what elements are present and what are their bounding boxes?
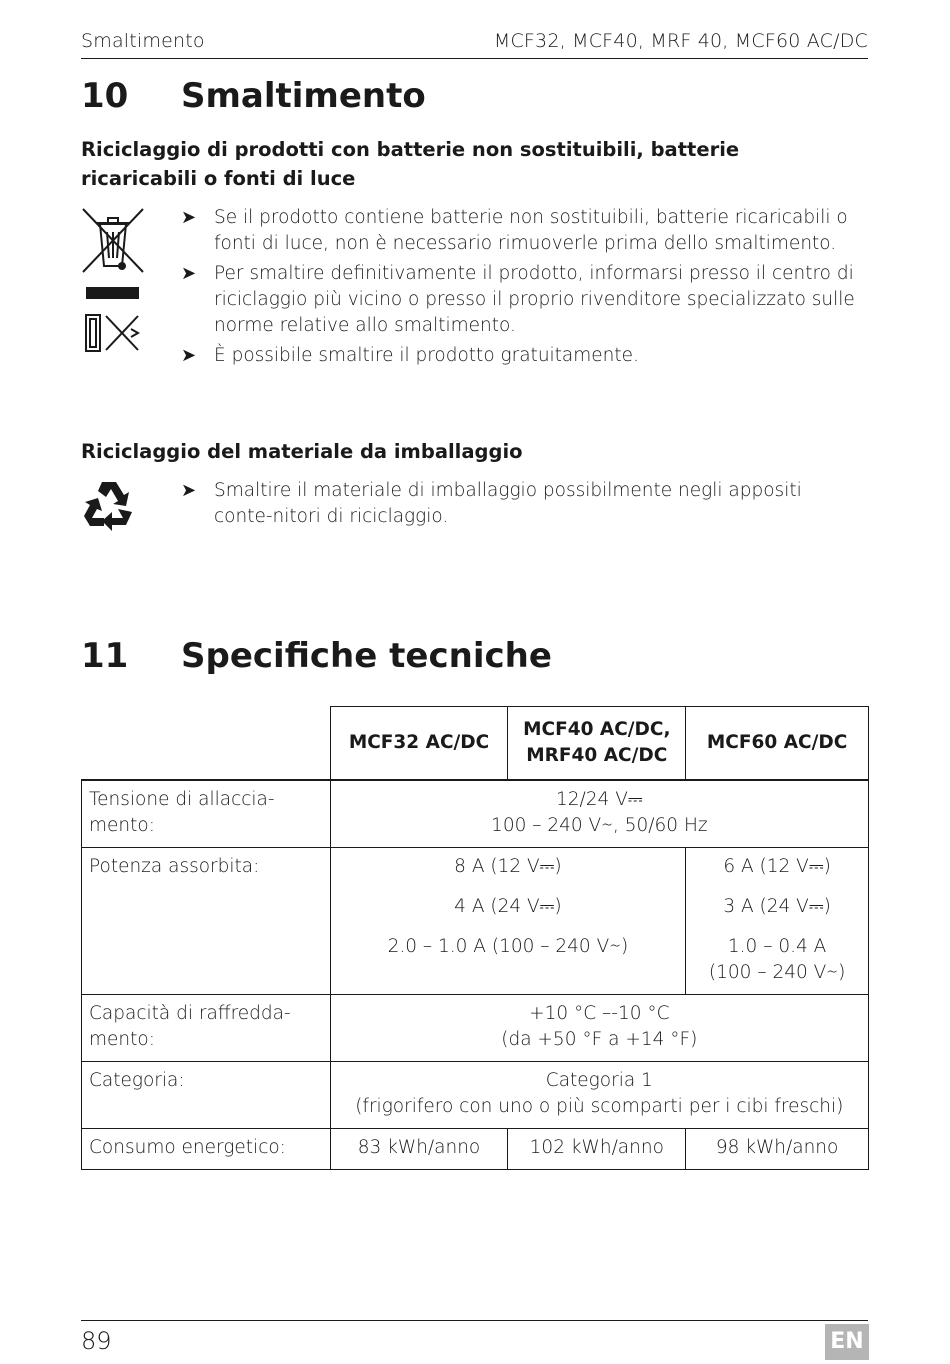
bullet-list-packaging xyxy=(181,478,864,534)
header-section: Smaltimento xyxy=(81,30,205,52)
section-title: Specifiche tecniche xyxy=(181,636,552,676)
table-corner-cell xyxy=(82,707,331,781)
bullet-text: È possibile smaltire il prodotto gratuitamente. xyxy=(214,345,639,366)
cell-line: (da +50 °F a +14 °F) xyxy=(501,1029,698,1050)
cell-line: (frigorifero con uno o più scomparti per i cibi freschi) xyxy=(355,1096,844,1117)
section-11-heading xyxy=(81,636,552,676)
table-row xyxy=(82,995,869,1062)
bullet-list-batteries xyxy=(181,205,864,373)
arrow-icon: ➤ xyxy=(181,263,197,284)
bullet-text: Smaltire il materiale di imballaggio possibilmente negli appositi conte-nitori di riciclaggio. xyxy=(214,480,802,527)
table-cell xyxy=(330,995,868,1062)
table-row xyxy=(82,848,869,995)
arrow-icon: ➤ xyxy=(181,480,197,501)
cell-line: 3 A (24 V⎓) xyxy=(723,896,831,917)
footer-rule xyxy=(81,1320,868,1321)
crossed-bin-icon xyxy=(80,206,146,276)
arrow-icon: ➤ xyxy=(181,345,197,366)
spec-table xyxy=(81,706,869,1170)
cell-line: 100 – 240 V∼, 50/60 Hz xyxy=(491,815,708,836)
bullet-text: Per smaltire definitivamente il prodotto, informarsi presso il centro di riciclaggio più vicino o presso il proprio rivenditore specializzato sulle norme relative allo smaltimento. xyxy=(214,263,855,336)
list-item xyxy=(181,478,864,530)
table-cell: 83 kWh/anno xyxy=(330,1129,508,1170)
table-row xyxy=(82,1062,869,1129)
cell-line: 6 A (12 V⎓) xyxy=(723,856,831,877)
section-10-heading xyxy=(81,76,426,116)
cell-line: 2.0 – 1.0 A (100 – 240 V∼) xyxy=(387,936,629,957)
battery-crossed-icon xyxy=(84,312,142,354)
table-cell: 98 kWh/anno xyxy=(686,1129,869,1170)
cell-line: 8 A (12 V⎓) xyxy=(454,856,562,877)
page-number: 89 xyxy=(81,1327,112,1355)
row-label: Potenza assorbita: xyxy=(82,848,331,995)
row-label: Consumo energetico: xyxy=(82,1129,331,1170)
table-cell: 102 kWh/anno xyxy=(508,1129,686,1170)
language-badge: EN xyxy=(825,1324,869,1360)
subheading-batteries: Riciclaggio di prodotti con batterie non sostituibili, batterie ricaricabili o fonti di luce xyxy=(81,138,740,190)
cell-line: 1.0 – 0.4 A xyxy=(727,936,827,957)
row-label: Capacità di raffredda-mento: xyxy=(82,995,331,1062)
cell-line: 4 A (24 V⎓) xyxy=(454,896,562,917)
arrow-icon: ➤ xyxy=(181,207,197,228)
header-models: MCF32, MCF40, MRF 40, MCF60 AC/DC xyxy=(493,30,868,52)
list-item xyxy=(181,343,864,369)
list-item xyxy=(181,261,864,339)
column-header: MCF60 AC/DC xyxy=(686,707,869,781)
table-row xyxy=(82,780,869,848)
section-number: 11 xyxy=(81,636,129,676)
bar-icon xyxy=(86,287,139,299)
column-header: MCF32 AC/DC xyxy=(330,707,508,781)
column-header xyxy=(508,707,686,781)
table-row xyxy=(82,1129,869,1170)
row-label: Tensione di allaccia-mento: xyxy=(82,780,331,848)
table-cell xyxy=(330,848,686,995)
column-header-line: MCF40 AC/DC, xyxy=(523,719,671,740)
column-header-line: MRF40 AC/DC xyxy=(526,745,668,766)
list-item xyxy=(181,205,864,257)
table-cell xyxy=(686,848,869,995)
bullet-text: Se il prodotto contiene batterie non sostituibili, batterie ricaricabili o fonti di luce, non è necessario rimuoverle prima dello smaltimento. xyxy=(214,207,848,254)
cell-line: Categoria 1 xyxy=(545,1070,653,1091)
section-title: Smaltimento xyxy=(181,76,426,116)
running-header xyxy=(81,30,868,59)
table-cell xyxy=(330,780,868,848)
subheading-packaging: Riciclaggio del materiale da imballaggio xyxy=(81,440,523,463)
cell-line: (100 – 240 V∼) xyxy=(708,962,846,983)
section-number: 10 xyxy=(81,76,129,116)
recycle-icon xyxy=(80,478,138,534)
table-cell xyxy=(330,1062,868,1129)
table-header-row xyxy=(82,707,869,781)
cell-line: +10 °C –-10 °C xyxy=(529,1003,670,1024)
row-label: Categoria: xyxy=(82,1062,331,1129)
cell-line: 12/24 V⎓ xyxy=(556,789,643,810)
